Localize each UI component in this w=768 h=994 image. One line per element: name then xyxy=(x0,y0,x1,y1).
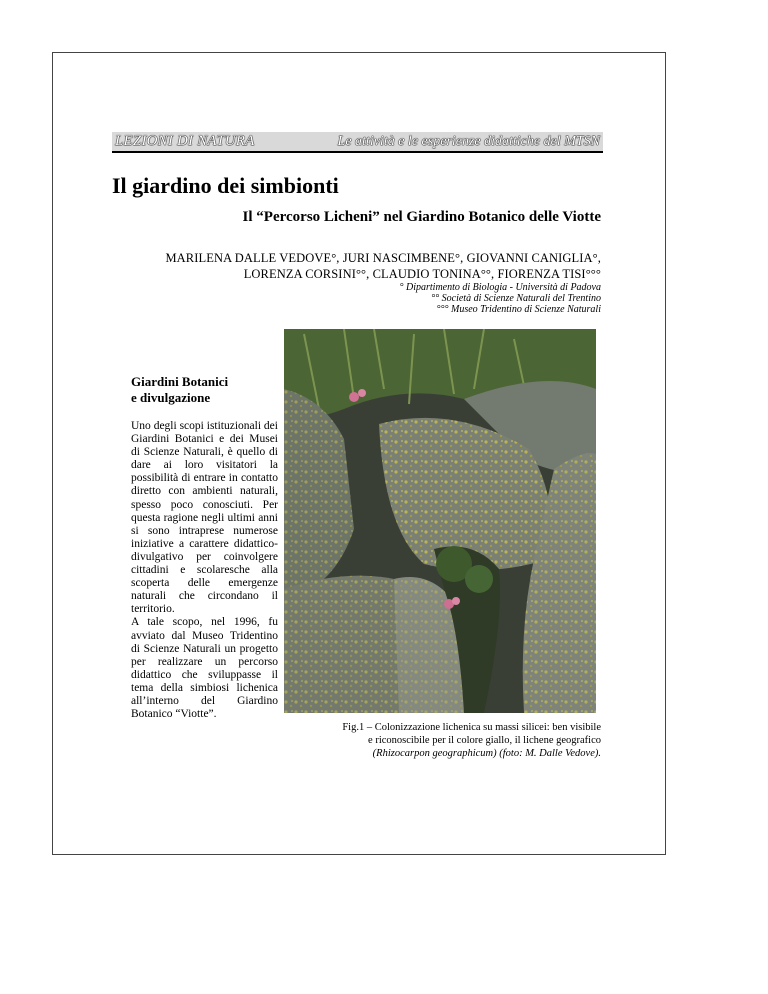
author-line: MARILENA DALLE VEDOVE°, JURI NASCIMBENE°, GIOVANNI CANIGLIA°, xyxy=(165,251,601,265)
section-heading-line: e divulgazione xyxy=(131,390,211,405)
caption-line: e riconoscibile per il colore giallo, il lichene geografico xyxy=(368,735,601,746)
section-heading-line: Giardini Botanici xyxy=(131,374,229,389)
body-text xyxy=(131,420,278,721)
header-series-title: LEZIONI DI NATURA xyxy=(115,133,255,149)
article-subtitle: Il “Percorso Licheni” nel Giardino Botanico delle Viotte xyxy=(242,209,601,225)
header-series-subtitle: Le attività e le esperienze didattiche del MTSN xyxy=(337,134,600,149)
affiliations xyxy=(400,282,601,315)
paragraph: Uno degli scopi istituzionali dei Giardini Botanici e dei Musei di Scienze Naturali, è quello di dare ai loro visitatori la possibilità di entrare in contatto diretto con ambienti naturali, spesso poco conosciuti. Per questa ragione negli ultimi anni si sono intraprese numerose iniziative a carattere didattico-divulgativo per coinvolgere cittadini e scolaresche alla scoperta delle emergenze naturali che circondano il territorio. xyxy=(131,420,278,616)
affiliation: ° Dipartimento di Biologia - Università di Padova xyxy=(399,282,601,293)
paragraph: A tale scopo, nel 1996, fu avviato dal Museo Tridentino di Scienze Naturali un progetto per realizzare un percorso didattico che sviluppasse il tema della simbiosi lichenica all’interno del Giardino Botanico “Viotte”. xyxy=(131,616,278,721)
affiliation: °° Società di Scienze Naturali del Trentino xyxy=(431,293,601,304)
running-header xyxy=(112,132,603,153)
article-title: Il giardino dei simbionti xyxy=(112,173,339,198)
affiliation: °°° Museo Tridentino di Scienze Naturali xyxy=(436,304,601,315)
caption-line: Fig.1 – Colonizzazione lichenica su massi silicei: ben visibile xyxy=(342,722,601,733)
section-heading xyxy=(131,374,228,406)
lichen-photo xyxy=(284,329,596,713)
author-list xyxy=(141,250,601,282)
figure-caption xyxy=(311,721,601,760)
author-line: LORENZA CORSINI°°, CLAUDIO TONINA°°, FIORENZA TISI°°° xyxy=(243,267,601,281)
lichen-photo-image xyxy=(284,329,596,713)
caption-line: (Rhizocarpon geographicum) (foto: M. Dalle Vedove). xyxy=(372,748,601,759)
